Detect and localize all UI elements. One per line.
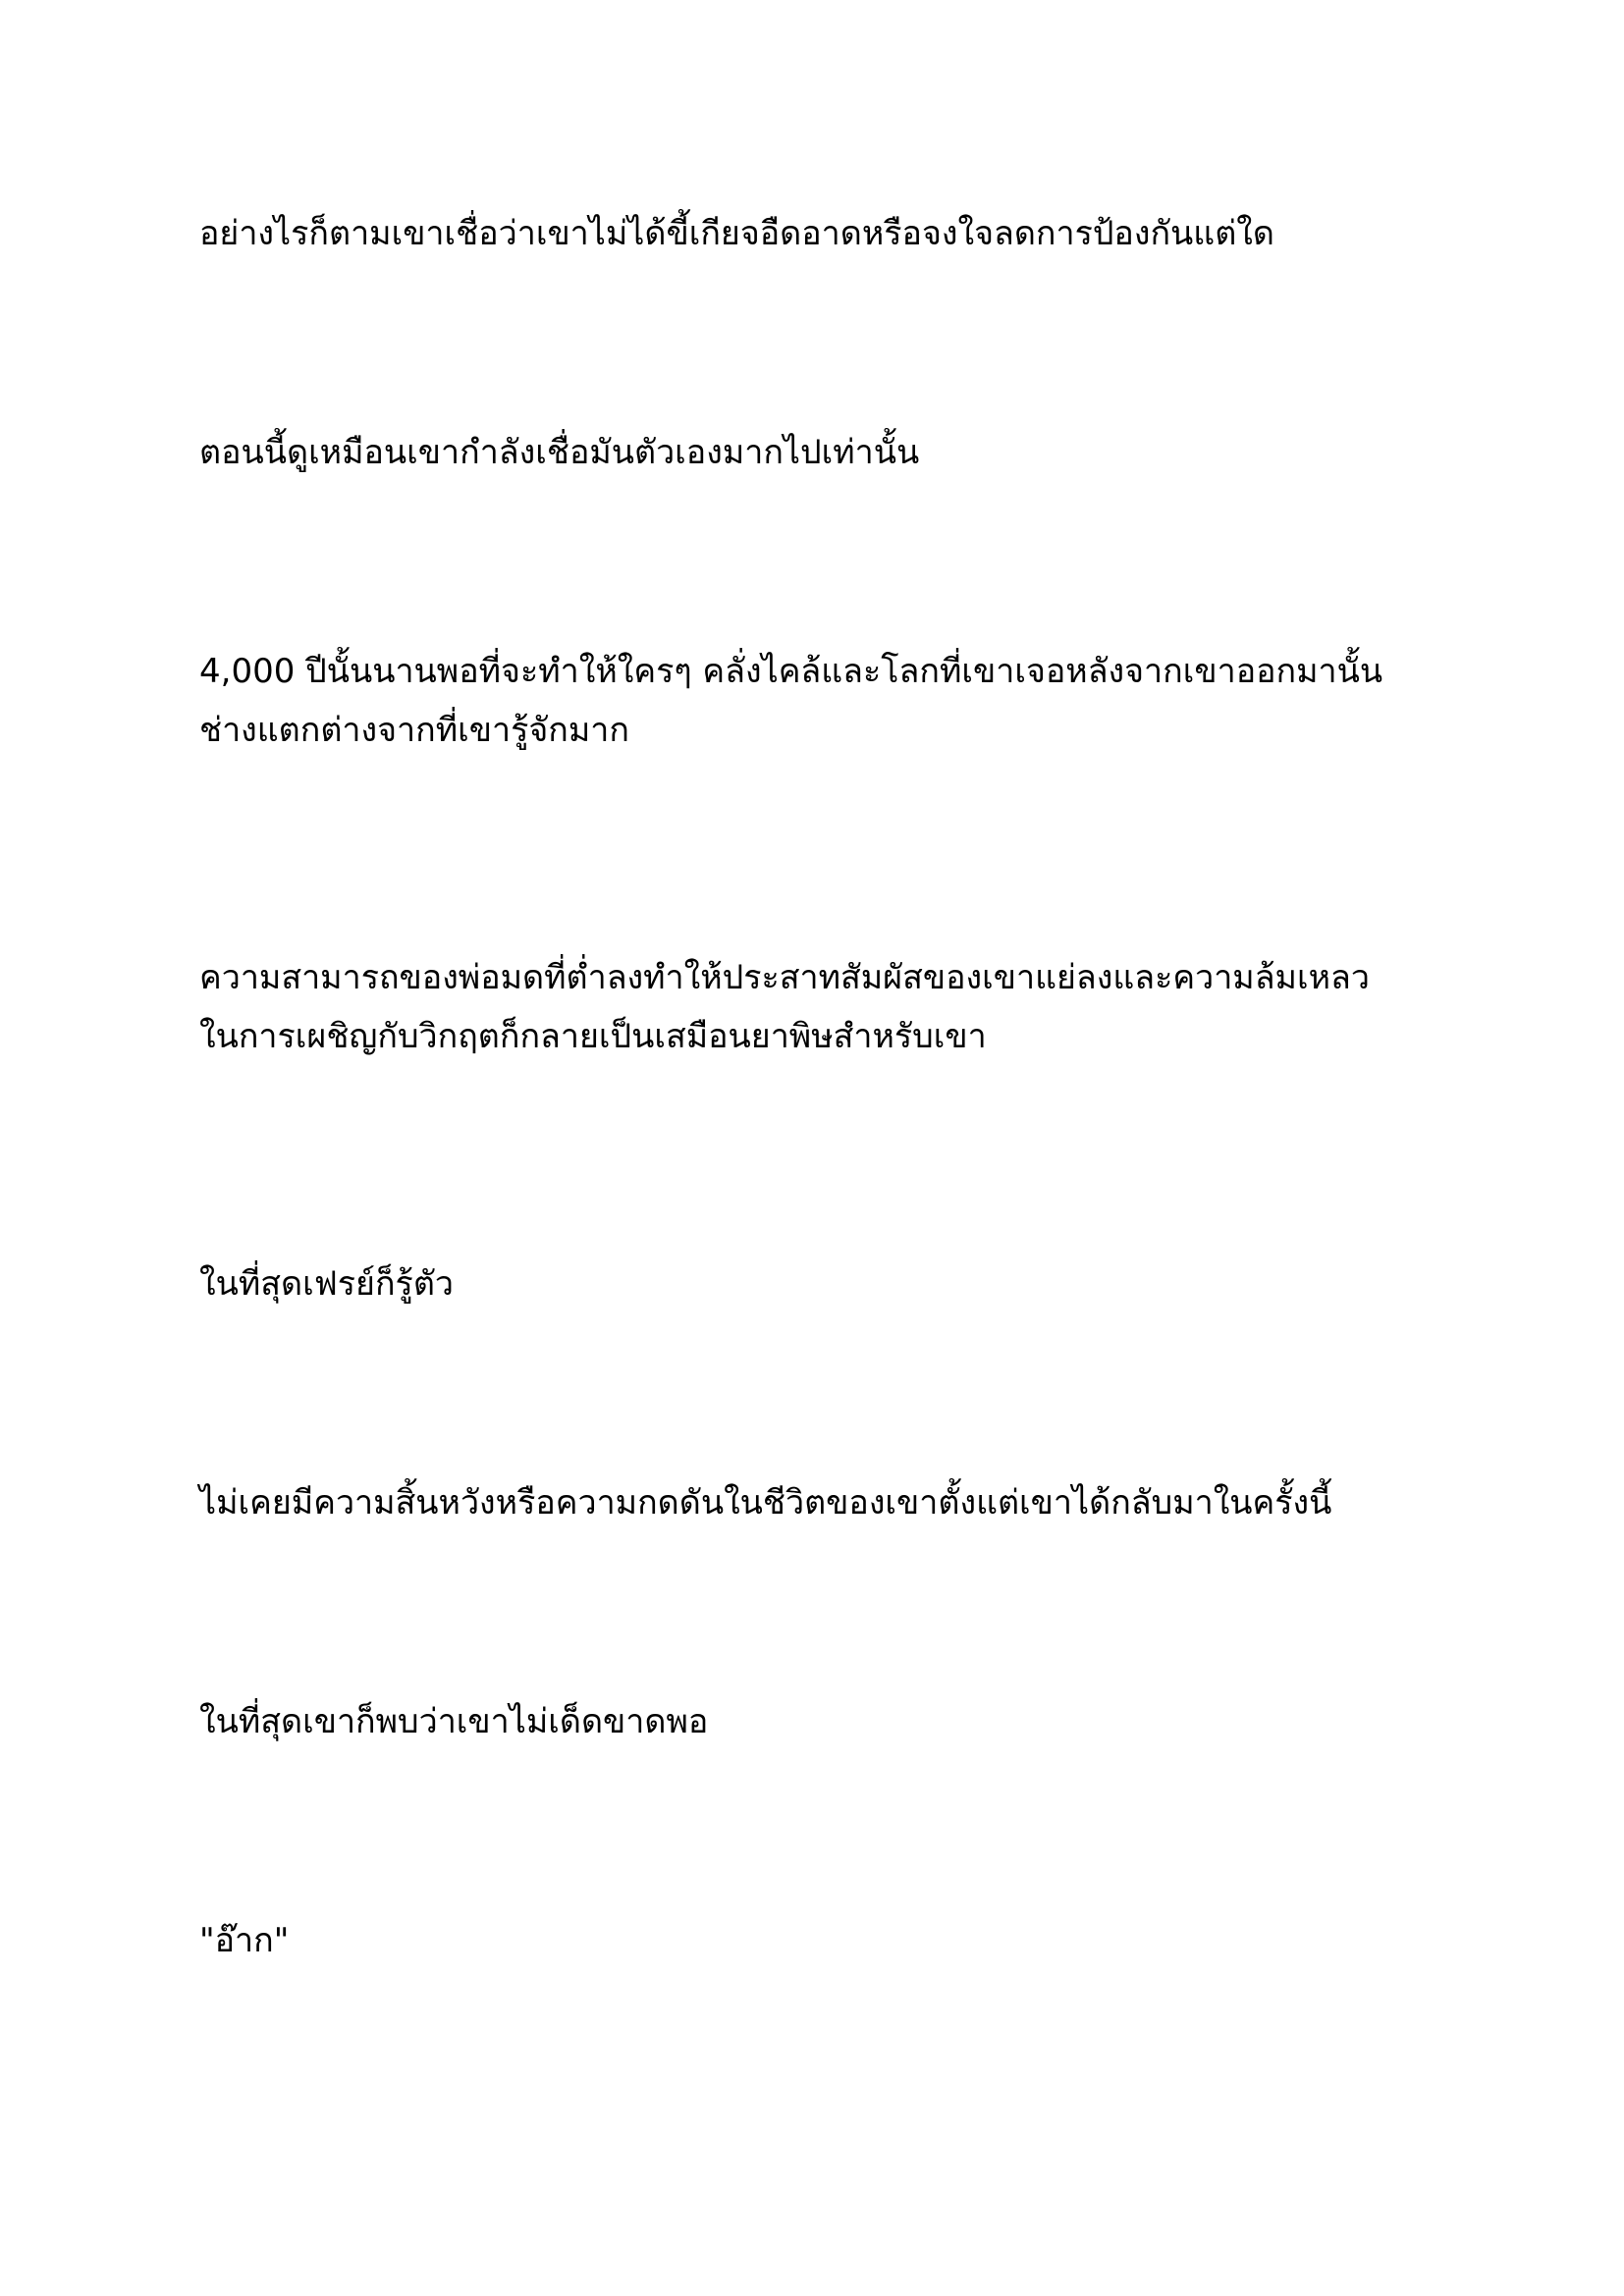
paragraph-3-line-2: ช่างแตกต่างจากที่เขารู้จักมาก — [199, 711, 629, 750]
paragraph-3 — [199, 642, 1476, 760]
paragraph-2-line-1: ตอนนี้ดูเหมือนเขากำลังเชื่อมันตัวเองมากไปเท่านั้น — [199, 433, 920, 472]
paragraph-3-line-1: 4,000 ปีนั้นนานพอที่จะทำให้ใครๆ คลั่งไคล้และโลกที่เขาเจอหลังจากเขาออกมานั้น — [199, 652, 1383, 691]
paragraph-1 — [199, 204, 1476, 263]
paragraph-2 — [199, 423, 1476, 482]
paragraph-4 — [199, 948, 1476, 1066]
paragraph-1-line-1: อย่างไรก็ตามเขาเชื่อว่าเขาไม่ได้ขี้เกียจอืดอาดหรือจงใจลดการป้องกันแต่ใด — [199, 214, 1274, 253]
paragraph-8-line-1: "อ๊าก" — [199, 1921, 290, 1960]
paragraph-8 — [199, 1911, 1476, 1970]
paragraph-7 — [199, 1692, 1476, 1751]
paragraph-6 — [199, 1473, 1476, 1532]
paragraph-7-line-1: ในที่สุดเขาก็พบว่าเขาไม่เด็ดขาดพอ — [199, 1702, 709, 1741]
paragraph-5-line-1: ในที่สุดเฟรย์ก็รู้ตัว — [199, 1264, 454, 1304]
paragraph-6-line-1: ไม่เคยมีความสิ้นหวังหรือความกดดันในชีวิตของเขาตั้งแต่เขาได้กลับมาในครั้งนี้ — [199, 1483, 1332, 1522]
paragraph-4-line-2: ในการเผชิญกับวิกฤตก็กลายเป็นเสมือนยาพิษสำหรับเขา — [199, 1017, 987, 1056]
paragraph-4-line-1: ความสามารถของพ่อมดที่ต่ำลงทำให้ประสาทสัมผัสของเขาแย่ลงและความล้มเหลว — [199, 958, 1370, 997]
paragraph-5 — [199, 1255, 1476, 1313]
